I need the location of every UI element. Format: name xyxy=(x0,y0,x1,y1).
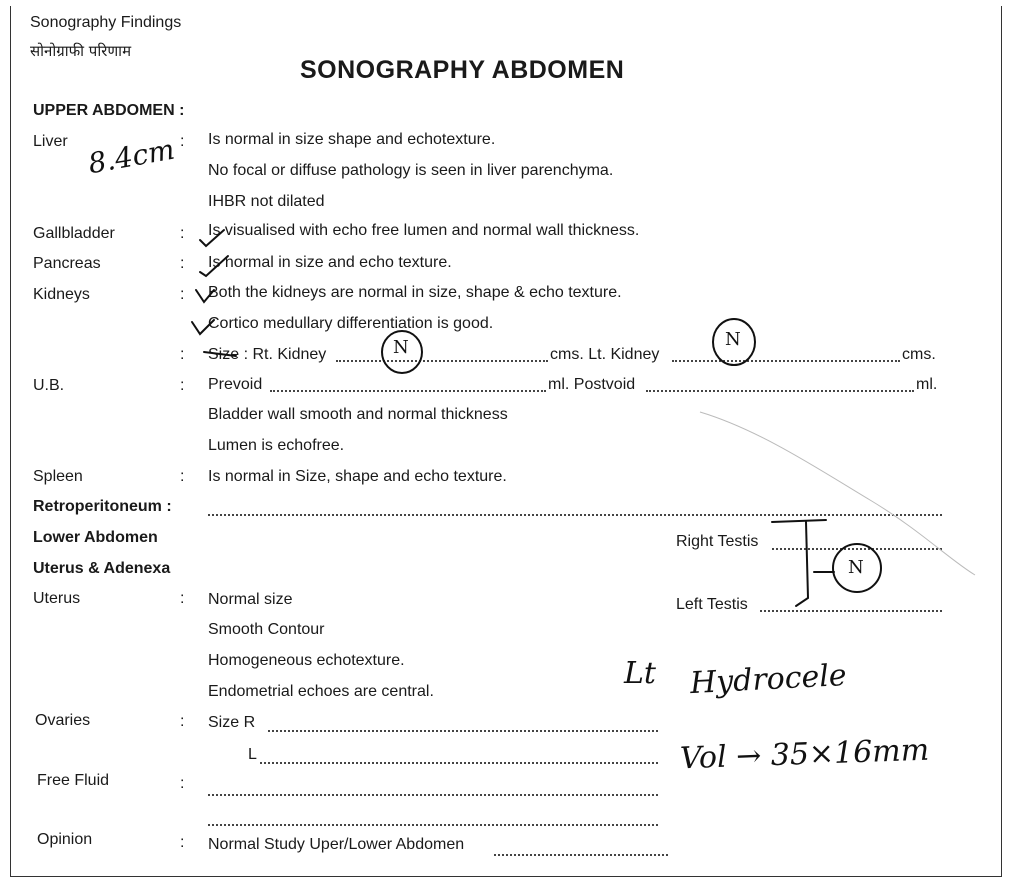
liver-line-1: Is normal in size shape and echotexture. xyxy=(208,131,496,148)
header-line-english: Sonography Findings xyxy=(30,14,182,31)
kidney-size-colon: : xyxy=(180,346,185,363)
kidney-cms-end: cms. xyxy=(902,346,936,363)
kidneys-line-1: Both the kidneys are normal in size, shape & echo texture. xyxy=(208,284,622,301)
uterus-line-4: Endometrial echoes are central. xyxy=(208,683,434,700)
ub-colon: : xyxy=(180,377,185,394)
ovary-r-dotted-line xyxy=(268,730,658,732)
spleen-text: Is normal in Size, shape and echo texture. xyxy=(208,468,507,485)
kidneys-line-2: Cortico medullary differentiation is good. xyxy=(208,315,494,332)
gallbladder-colon: : xyxy=(180,225,185,242)
kidney-cms-lt: cms. Lt. Kidney xyxy=(550,346,660,363)
liver-colon: : xyxy=(180,133,185,150)
prevoid-dotted-line xyxy=(270,390,546,392)
opinion-text: Normal Study Uper/Lower Abdomen xyxy=(208,836,465,853)
ovaries-colon: : xyxy=(180,713,185,730)
ovaries-size-r: Size R xyxy=(208,714,256,731)
ub-prevoid: Prevoid xyxy=(208,376,263,393)
kidneys-label: Kidneys xyxy=(33,286,90,303)
free-fluid-dotted-line-1 xyxy=(208,794,658,796)
ub-line-3: Lumen is echofree. xyxy=(208,437,345,454)
uterus-line-2: Smooth Contour xyxy=(208,621,325,638)
postvoid-dotted-line xyxy=(646,390,914,392)
opinion-label: Opinion xyxy=(37,831,93,848)
pancreas-text: Is normal in size and echo texture. xyxy=(208,254,452,271)
ub-label: U.B. xyxy=(33,377,65,394)
handwritten-lt: Lt xyxy=(624,656,656,691)
kidney-size-prefix: Size : Rt. Kidney xyxy=(208,346,327,363)
upper-abdomen-heading: UPPER ABDOMEN : xyxy=(33,102,185,119)
ovaries-l: L xyxy=(248,746,257,763)
retroperitoneum-dotted-line xyxy=(208,514,942,516)
report-title: SONOGRAPHY ABDOMEN xyxy=(300,56,625,84)
opinion-colon: : xyxy=(180,834,185,851)
liver-line-2: No focal or diffuse pathology is seen in liver parenchyma. xyxy=(208,162,614,179)
lower-abdomen-heading: Lower Abdomen xyxy=(33,529,158,546)
rt-kidney-dotted-line xyxy=(336,360,548,362)
ub-ml-end: ml. xyxy=(916,376,938,393)
pancreas-label: Pancreas xyxy=(33,255,101,272)
gallbladder-label: Gallbladder xyxy=(33,225,115,242)
kidneys-colon: : xyxy=(180,286,185,303)
retroperitoneum-label: Retroperitoneum : xyxy=(33,498,172,515)
uterus-line-3: Homogeneous echotexture. xyxy=(208,652,405,669)
free-fluid-label: Free Fluid xyxy=(37,772,110,789)
lt-kidney-dotted-line xyxy=(672,360,900,362)
liver-label: Liver xyxy=(33,133,68,150)
right-testis-dotted-line xyxy=(772,548,942,550)
handwritten-lt-kidney-n: N xyxy=(725,329,741,350)
ovary-l-dotted-line xyxy=(260,762,658,764)
uterus-label: Uterus xyxy=(33,590,81,607)
spleen-colon: : xyxy=(180,468,185,485)
liver-line-3: IHBR not dilated xyxy=(208,193,325,210)
ovaries-label: Ovaries xyxy=(35,712,91,729)
uterus-adenexa-heading: Uterus & Adenexa xyxy=(33,560,171,577)
handwritten-hydrocele: Hydrocele xyxy=(689,657,848,702)
free-fluid-dotted-line-2 xyxy=(208,824,658,826)
left-testis-dotted-line xyxy=(760,610,942,612)
handwritten-liver-size: 8.4cm xyxy=(85,132,177,181)
opinion-dotted-line xyxy=(494,854,668,856)
ub-ml-postvoid: ml. Postvoid xyxy=(548,376,636,393)
handwritten-testis-n: N xyxy=(848,557,864,578)
uterus-line-1: Normal size xyxy=(208,591,293,608)
handwritten-rt-kidney-n: N xyxy=(393,337,409,358)
uterus-colon: : xyxy=(180,590,185,607)
ub-line-2: Bladder wall smooth and normal thickness xyxy=(208,406,508,423)
pancreas-colon: : xyxy=(180,255,185,272)
gallbladder-text: Is visualised with echo free lumen and normal wall thickness. xyxy=(208,222,640,239)
spleen-label: Spleen xyxy=(33,468,83,485)
right-testis-label: Right Testis xyxy=(676,533,759,550)
header-line-hindi: सोनोग्राफी परिणाम xyxy=(30,42,132,60)
free-fluid-colon: : xyxy=(180,775,185,792)
left-testis-label: Left Testis xyxy=(676,596,748,613)
handwritten-volume: Vol → 35×16mm xyxy=(679,732,930,777)
